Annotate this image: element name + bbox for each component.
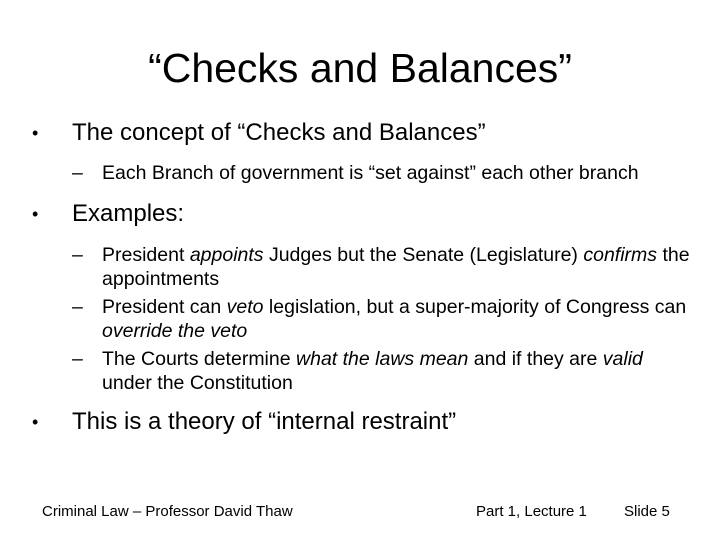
text-run: under the Constitution <box>102 372 293 394</box>
bullet-item <box>30 118 690 148</box>
text-run: Judges but the Senate (Legislature) <box>263 244 584 266</box>
emphasis-text: confirms <box>583 244 658 266</box>
footer-lecture: Part 1, Lecture 1 <box>476 503 587 520</box>
slide-body <box>30 118 690 437</box>
sub-bullet-text <box>102 348 643 394</box>
text-run: legislation, but a super-majority of Congress can <box>263 296 687 318</box>
bullet-icon: • <box>32 412 39 432</box>
bullet-item <box>30 407 690 437</box>
dash-icon: – <box>72 348 83 370</box>
sub-bullet-text <box>102 296 686 342</box>
footer-course: Criminal Law – Professor David Thaw <box>42 503 293 520</box>
sub-bullet-item <box>72 295 690 343</box>
sub-bullet-text: Each Branch of government is “set against” each other branch <box>102 162 639 184</box>
sub-bullet-item <box>72 347 690 395</box>
bullet-icon: • <box>32 204 39 224</box>
dash-icon: – <box>72 296 83 318</box>
dash-icon: – <box>72 244 83 266</box>
text-run: The Courts determine <box>102 348 297 370</box>
bullet-text: Examples: <box>72 200 185 227</box>
bullet-text: This is a theory of “internal restraint” <box>72 408 457 435</box>
emphasis-text: what the laws mean <box>296 348 469 370</box>
text-run: and if they are <box>468 348 603 370</box>
dash-icon: – <box>72 162 83 184</box>
sub-bullet-item <box>72 243 690 291</box>
sub-bullet-text <box>102 244 690 290</box>
bullet-item <box>30 199 690 229</box>
sub-bullet-item <box>72 161 690 185</box>
emphasis-text: appoints <box>189 244 264 266</box>
bullet-text: The concept of “Checks and Balances” <box>72 119 486 146</box>
emphasis-text: veto <box>226 296 264 318</box>
bullet-icon: • <box>32 123 39 143</box>
text-run: President <box>102 244 190 266</box>
emphasis-text: valid <box>602 348 643 370</box>
emphasis-text: override the veto <box>102 320 248 342</box>
text-run: the appointments <box>102 244 690 290</box>
footer-slide-number: Slide 5 <box>624 503 670 520</box>
text-run: President can <box>102 296 227 318</box>
slide-title: “Checks and Balances” <box>148 45 572 91</box>
